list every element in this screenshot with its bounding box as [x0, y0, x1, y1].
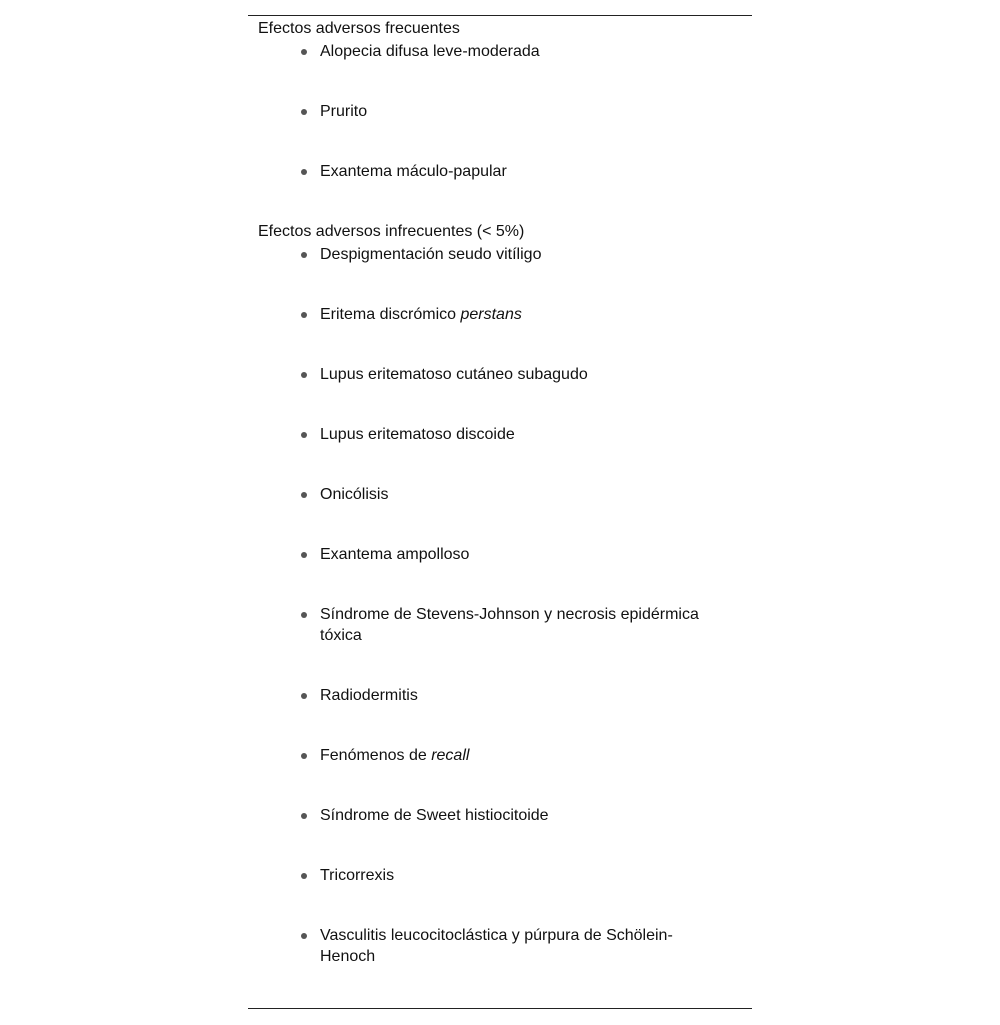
bullet-icon: [301, 753, 307, 759]
section-title-frequent: Efectos adversos frecuentes: [258, 20, 460, 37]
section-title-infrequent: Efectos adversos infrecuentes (< 5%): [258, 223, 525, 240]
list-item: Despigmentación seudo vitíligo: [320, 244, 715, 265]
list-item: Exantema máculo-papular: [320, 161, 715, 182]
list-item: Lupus eritematoso cutáneo subagudo: [320, 364, 715, 385]
list-item: Vasculitis leucocitoclástica y púrpura de Schölein-Henoch: [320, 925, 715, 967]
bullet-icon: [301, 552, 307, 558]
bullet-icon: [301, 873, 307, 879]
bullet-icon: [301, 252, 307, 258]
list-item: Radiodermitis: [320, 685, 715, 706]
bullet-icon: [301, 312, 307, 318]
bullet-icon: [301, 432, 307, 438]
list-item: Síndrome de Stevens-Johnson y necrosis epidérmica tóxica: [320, 604, 715, 646]
bullet-icon: [301, 372, 307, 378]
bullet-icon: [301, 813, 307, 819]
adverse-effects-table: [248, 15, 752, 1009]
bullet-icon: [301, 109, 307, 115]
bullet-icon: [301, 169, 307, 175]
bullet-icon: [301, 49, 307, 55]
list-item: Exantema ampolloso: [320, 544, 715, 565]
list-item: Síndrome de Sweet histiocitoide: [320, 805, 715, 826]
bullet-icon: [301, 693, 307, 699]
list-item: Prurito: [320, 101, 715, 122]
list-item: Tricorrexis: [320, 865, 715, 886]
list-item: Lupus eritematoso discoide: [320, 424, 715, 445]
list-item: Eritema discrómico perstans: [320, 304, 715, 325]
list-item: Onicólisis: [320, 484, 715, 505]
bullet-icon: [301, 933, 307, 939]
bullet-icon: [301, 492, 307, 498]
list-item: Alopecia difusa leve-moderada: [320, 41, 715, 62]
bullet-icon: [301, 612, 307, 618]
list-item: Fenómenos de recall: [320, 745, 715, 766]
